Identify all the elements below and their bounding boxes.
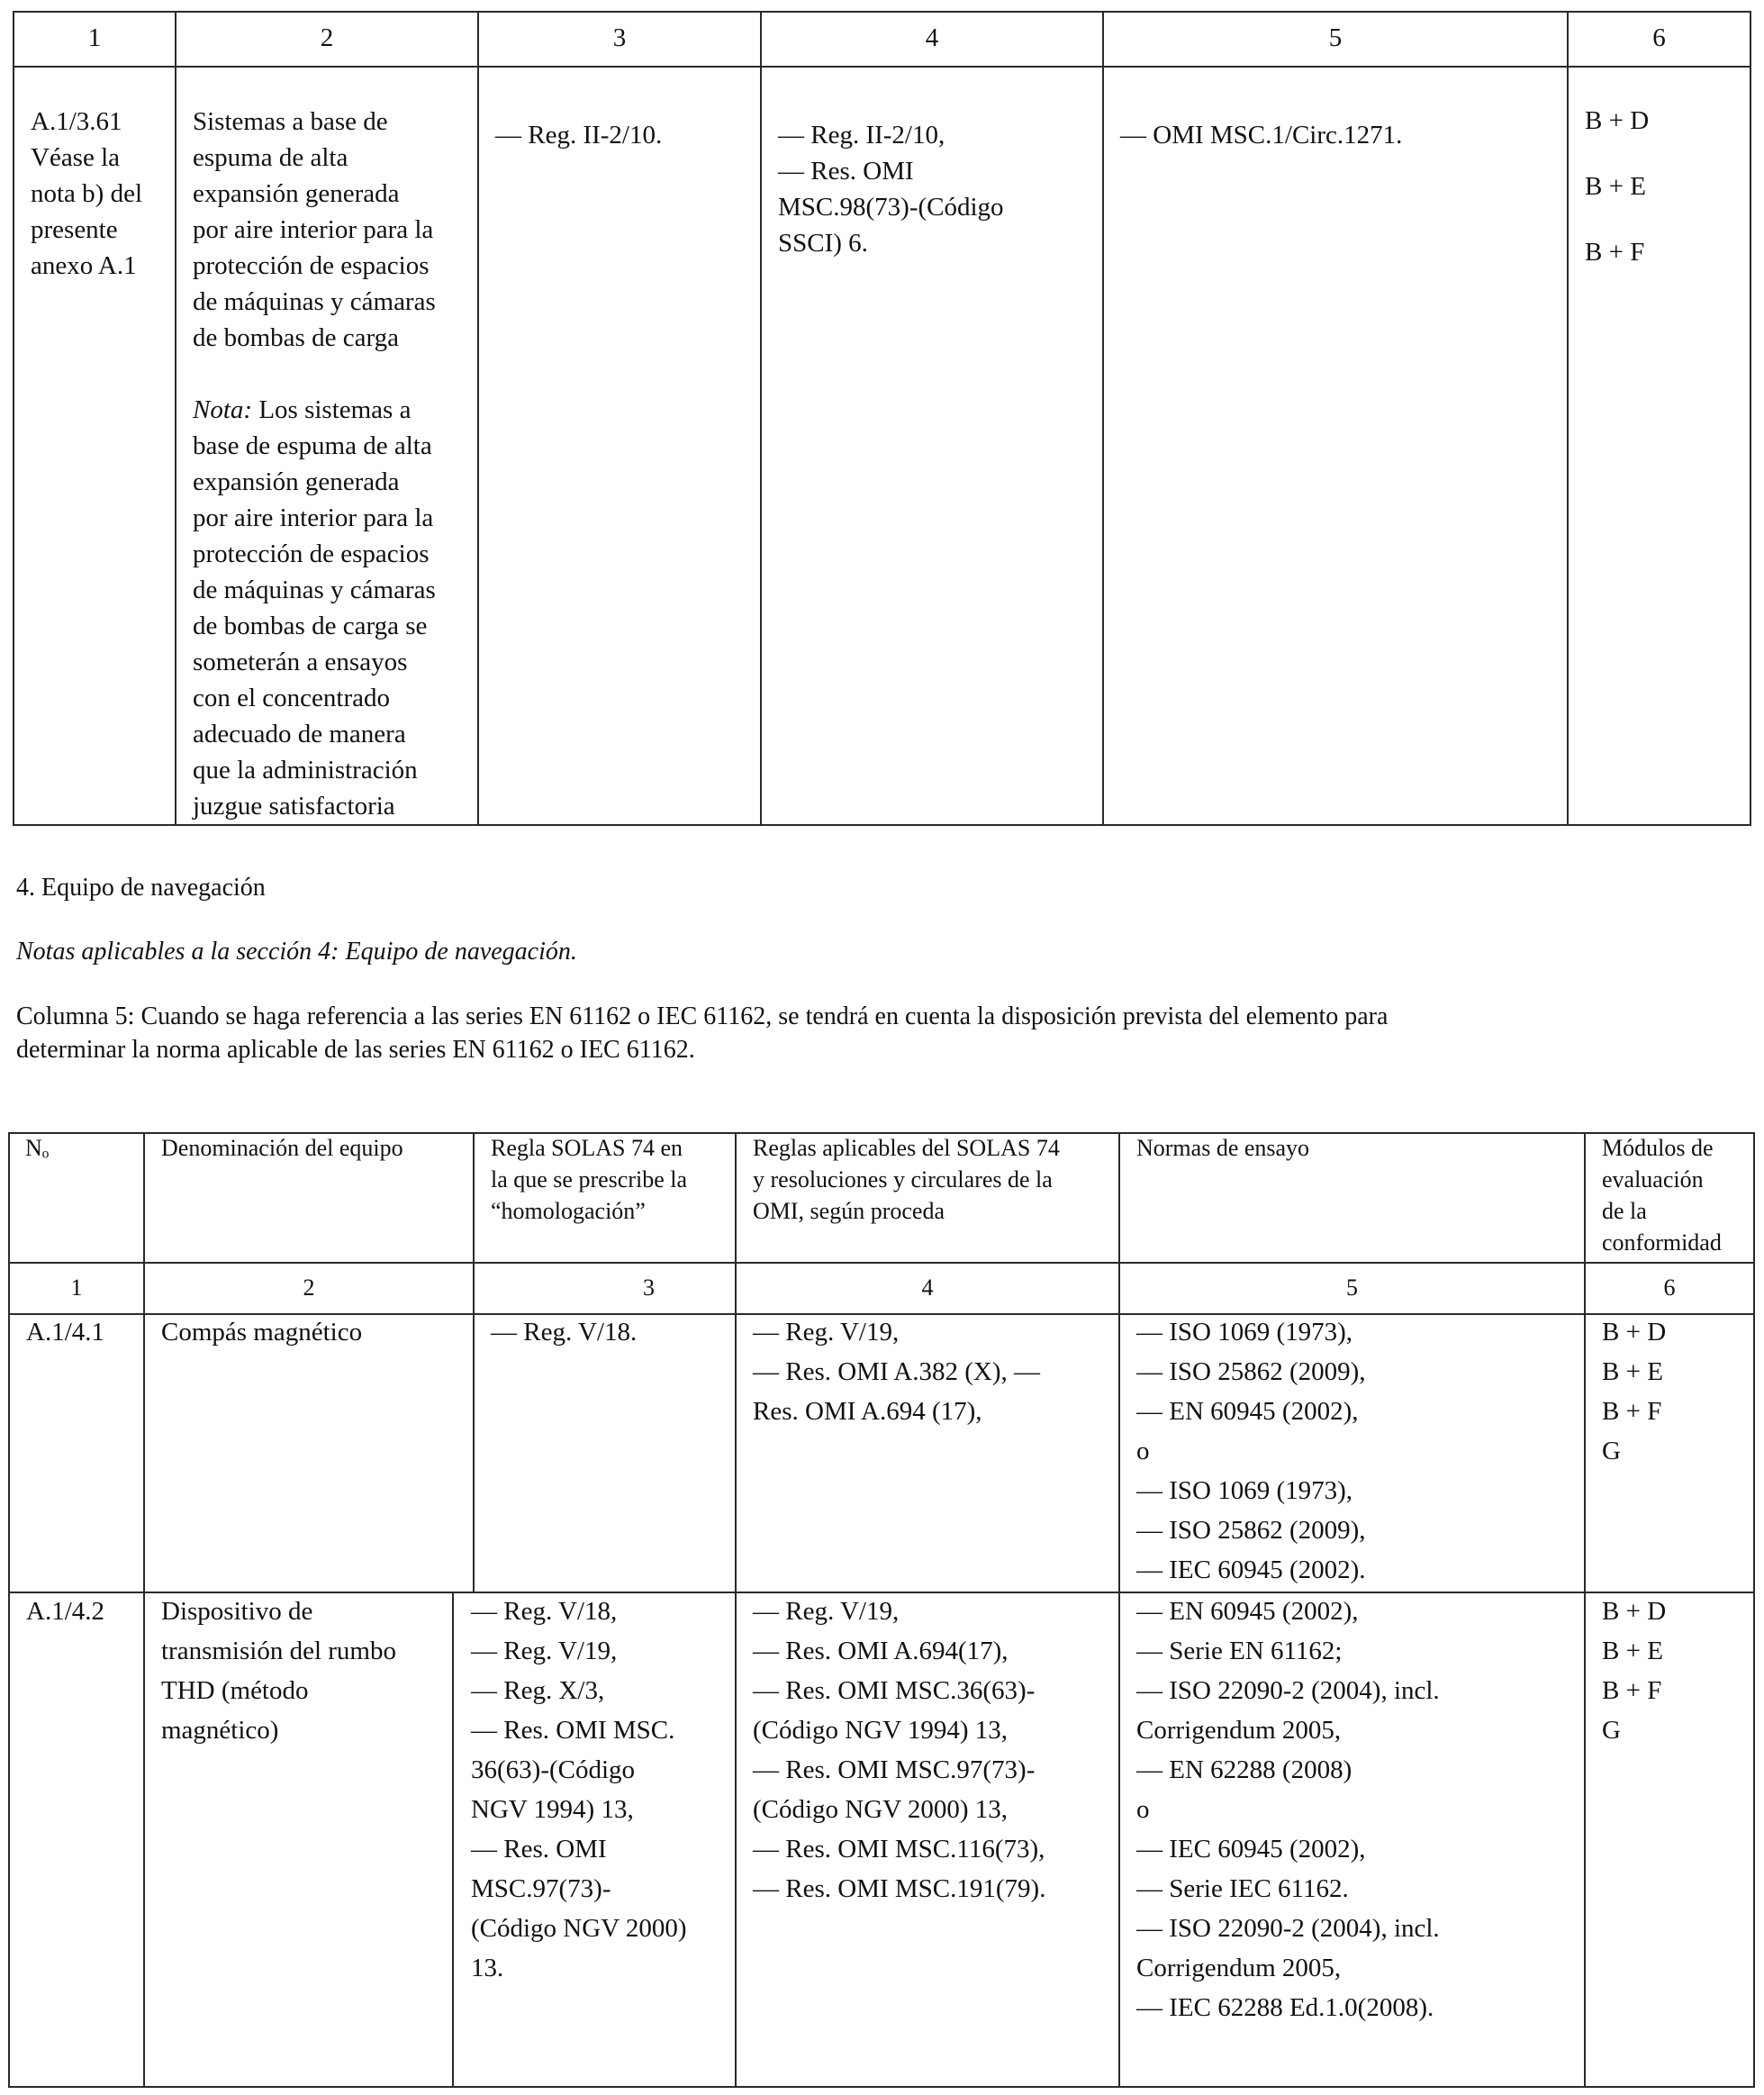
note-label: Nota: — [193, 395, 253, 424]
section-title: 4. Equipo de navegación — [16, 874, 266, 902]
table-border — [13, 66, 1751, 68]
table-border — [1753, 1132, 1755, 2088]
column-header: Normas de ensayo — [1136, 1135, 1310, 1161]
equipment-name: Sistemas a base de espuma de alta expansión generada por aire interior para la protección de espacios de máquinas y cámaras de bombas de carga — [193, 107, 436, 352]
solas-regulation: — Reg. II-2/10. — [495, 121, 663, 150]
assessment-module: B + E — [1585, 172, 1646, 201]
note-text: Los sistemas a base de espuma de alta expansión generada por aire interior para la protección de espacios de máquinas y cámaras de bombas de carga se someterán a ensayos con el concentrado adecuado de manera que la administración juzgue satisfactoria — [193, 395, 436, 821]
column-number: 2 — [303, 1274, 315, 1301]
column-number: 1 — [70, 1274, 83, 1301]
table-border — [452, 1592, 454, 2088]
table-border — [1750, 11, 1751, 826]
column-number: 6 — [1652, 23, 1666, 52]
table-border — [13, 11, 1751, 13]
test-standards: — EN 60945 (2002), — Serie EN 61162; — ISO 22090-2 (2004), incl. Corrigendum 2005, — EN 62288 (2008) o — IEC 60945 (2002), — Serie IEC 61162. — ISO 22090-2 (2004), incl. Corrigendum 2005, — IEC 62288 Ed.1.0(2008). — [1136, 1597, 1440, 2022]
table-border — [477, 11, 479, 826]
notes-heading: Notas aplicables a la sección 4: Equipo de navegación. — [16, 938, 577, 966]
table-border — [473, 1132, 475, 1593]
column-header: Nₒ — [25, 1135, 50, 1161]
applicable-regulations: — Reg. V/19, — Res. OMI A.382 (X), — Res. OMI A.694 (17), — [753, 1318, 1040, 1426]
table-border — [13, 11, 14, 826]
column-number: 3 — [612, 23, 627, 52]
table-border — [175, 11, 176, 826]
assessment-module: B + D — [1585, 106, 1650, 135]
test-standards: — ISO 1069 (1973), — ISO 25862 (2009), — EN 60945 (2002), o — ISO 1069 (1973), — ISO 25862 (2009), — IEC 60945 (2002). — [1136, 1318, 1366, 1584]
applicable-regulations: — Reg. V/19, — Res. OMI A.694(17), — Res. OMI MSC.36(63)- (Código NGV 1994) 13, — Res. OMI MSC.97(73)- (Código NGV 2000) 13, — Res. OMI MSC.116(73), — Res. OMI MSC.191(79). — [753, 1597, 1046, 1903]
solas-regulation: — Reg. V/18, — Reg. V/19, — Reg. X/3, — Res. OMI MSC. 36(63)-(Código NGV 1994) 13, — Res. OMI MSC.97(73)- (Código NGV 2000) 13. — [471, 1597, 687, 1982]
column-number: 5 — [1346, 1274, 1358, 1301]
column-header: Denominación del equipo — [161, 1135, 403, 1161]
solas-regulation: — Reg. V/18. — [491, 1318, 638, 1347]
table-border — [760, 11, 762, 826]
column-number: 3 — [643, 1274, 655, 1301]
applicable-regulations: — Reg. II-2/10, — Res. OMI MSC.98(73)-(Código SSCI) 6. — [778, 121, 1004, 258]
table-border — [8, 1262, 1755, 1264]
item-number: A.1/4.2 — [26, 1597, 104, 1626]
table-border — [1102, 11, 1104, 826]
column-number: 2 — [320, 23, 334, 52]
column-number: 5 — [1328, 23, 1343, 52]
column-number: 6 — [1663, 1274, 1676, 1301]
column-number: 4 — [921, 1274, 934, 1301]
table-border — [8, 2086, 1755, 2088]
assessment-module: B + F — [1585, 238, 1645, 267]
equipment-name: Compás magnético — [161, 1318, 363, 1347]
column-header: Reglas aplicables del SOLAS 74 y resoluciones y circulares de la OMI, según proceda — [753, 1135, 1060, 1224]
column-number: 1 — [87, 23, 102, 52]
assessment-modules: B + D B + E B + F G — [1602, 1318, 1667, 1465]
item-number: A.1/4.1 — [26, 1318, 104, 1347]
equipment-name: Dispositivo de transmisión del rumbo THD (método magnético) — [161, 1597, 396, 1745]
assessment-modules: B + D B + E B + F G — [1602, 1597, 1667, 1745]
column-note: Columna 5: Cuando se haga referencia a las series EN 61162 o IEC 61162, se tendrá en cuenta la disposición prevista del elemento para determinar la norma aplicable de las series EN 61162 o IEC 61162. — [16, 1002, 1389, 1064]
equipment-note — [193, 392, 475, 824]
column-number: 4 — [925, 23, 939, 52]
table-border — [13, 824, 1751, 826]
column-header: Regla SOLAS 74 en la que se prescribe la “homologación” — [491, 1135, 688, 1224]
test-standards: — OMI MSC.1/Circ.1271. — [1120, 121, 1403, 150]
table-border — [1567, 11, 1569, 826]
column-header: Módulos de evaluación de la conformidad — [1602, 1135, 1722, 1256]
item-number: A.1/3.61 Véase la nota b) del presente anexo A.1 — [31, 107, 143, 280]
